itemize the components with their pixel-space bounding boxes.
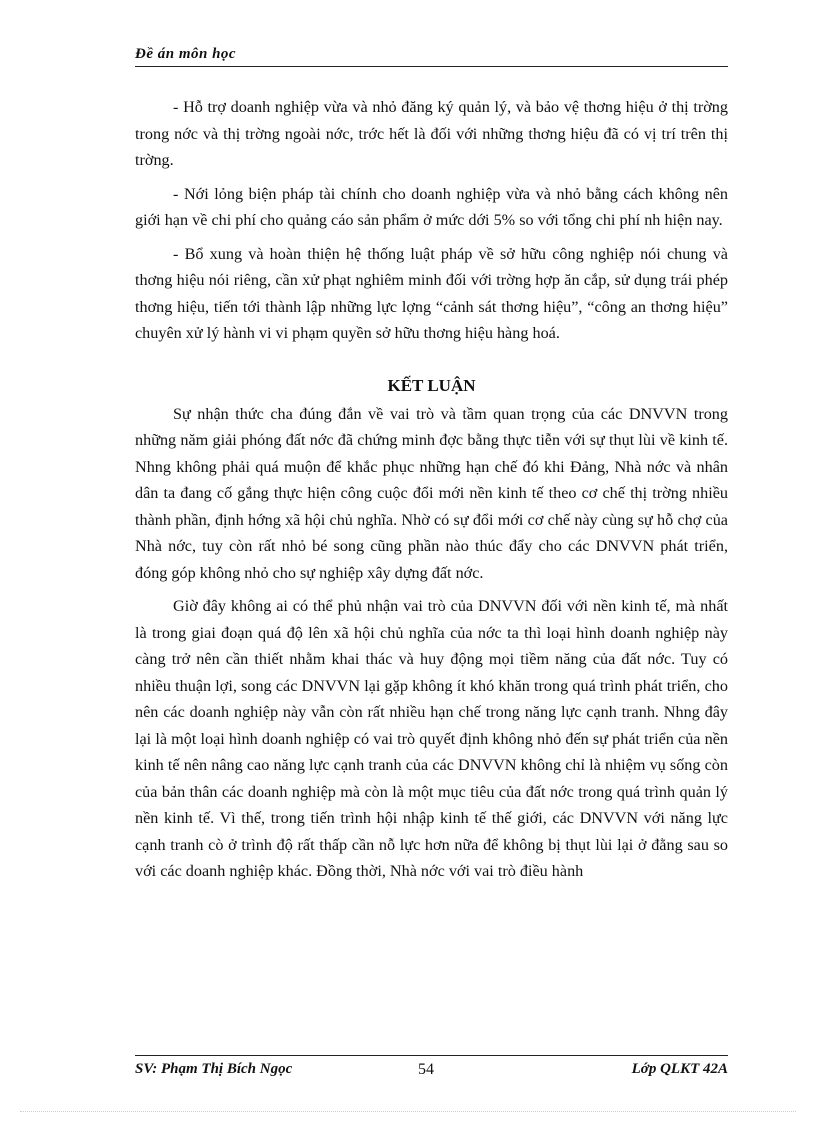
- paragraph: Sự nhận thức cha đúng đắn về vai trò và tầm quan trọng của các DNVVN trong những năm giải phóng đất nớc đã chứng minh đợc bằng thực tiễn với sự thụt lùi về kinh tế. Nhng không phải quá muộn để khắc phục những hạn chế đó khi Đảng, Nhà nớc và nhân dân ta đang cố gắng thực hiện công cuộc đổi mới nền kinh tế theo cơ chế thị trờng nhiều thành phần, định hớng xã hội chủ nghĩa. Nhờ có sự đổi mới cơ chế này cùng sự hỗ chợ của Nhà nớc, tuy còn rất nhỏ bé song cũng phần nào thúc đẩy cho các DNVVN phát triển, đóng góp không nhỏ cho sự nghiệp xây dựng đất nớc.: [135, 404, 728, 582]
- footer-class: Lớp QLKT 42A: [631, 1061, 728, 1077]
- page-edge-divider: [20, 1111, 796, 1112]
- paragraph: - Nới lỏng biện pháp tài chính cho doanh nghiệp vừa và nhỏ bằng cách không nên giới hạn về chi phí cho quảng cáo sản phẩm ở mức dới 5% so với tổng chi phí nh hiện nay.: [135, 184, 728, 229]
- header-title: Đề án môn học: [135, 46, 237, 62]
- paragraph: - Hỗ trợ doanh nghiệp vừa và nhỏ đăng ký quản lý, và bảo vệ thơng hiệu ở thị trờng trong nớc và thị trờng ngoài nớc, trớc hết là đối với những thơng hiệu đã có vị trí trên thị trờng.: [135, 98, 728, 169]
- document-body: [135, 94, 728, 892]
- footer-divider: [135, 1055, 728, 1056]
- paragraph: - Bổ xung và hoàn thiện hệ thống luật pháp về sở hữu công nghiệp nói chung và thơng hiệu nói riêng, cần xử phạt nghiêm minh đối với trờng hợp ăn cắp, sử dụng trái phép thơng hiệu, tiến tới thành lập những lực lợng “cảnh sát thơng hiệu”, “công an thơng hiệu” chuyên xử lý hành vi vi phạm quyền sở hữu thơng hiệu hàng hoá.: [135, 244, 728, 342]
- footer-author: SV: Phạm Thị Bích Ngọc: [135, 1061, 293, 1077]
- section-heading: KẾT LUẬN: [387, 375, 476, 395]
- page-number: 54: [418, 1061, 434, 1078]
- page-header: [135, 46, 728, 67]
- paragraph: Giờ đây không ai có thể phủ nhận vai trò của DNVVN đối với nền kinh tế, mà nhất là trong giai đoạn quá độ lên xã hội chủ nghĩa của nớc ta thì loại hình doanh nghiệp này càng trở nên cần thiết nhằm khai thác và huy động mọi tiềm năng của đất nớc. Tuy có nhiều thuận lợi, song các DNVVN lại gặp không ít khó khăn trong quá trình phát triển, cho nên các doanh nghiệp này vẫn còn rất nhiều hạn chế trong năng lực cạnh tranh. Nhng đây lại là một loại hình doanh nghiệp có vai trò quyết định không nhỏ đến sự phát triển của nền kinh tế nên nâng cao năng lực cạnh tranh của các DNVVN không chỉ là nhiệm vụ sống còn của bản thân các doanh nghiệp mà còn là một mục tiêu của đất nớc trong quá trình quản lý nền kinh tế. Vì thế, trong tiến trình hội nhập kinh tế thế giới, các DNVVN với năng lực cạnh tranh cò ở trình độ rất thấp cần nỗ lực hơn nữa để không bị thụt lùi lại ở đằng sau so với các doanh nghiệp khác. Đồng thời, Nhà nớc với vai trò điều hành: [135, 597, 728, 880]
- page-footer: [135, 1055, 728, 1085]
